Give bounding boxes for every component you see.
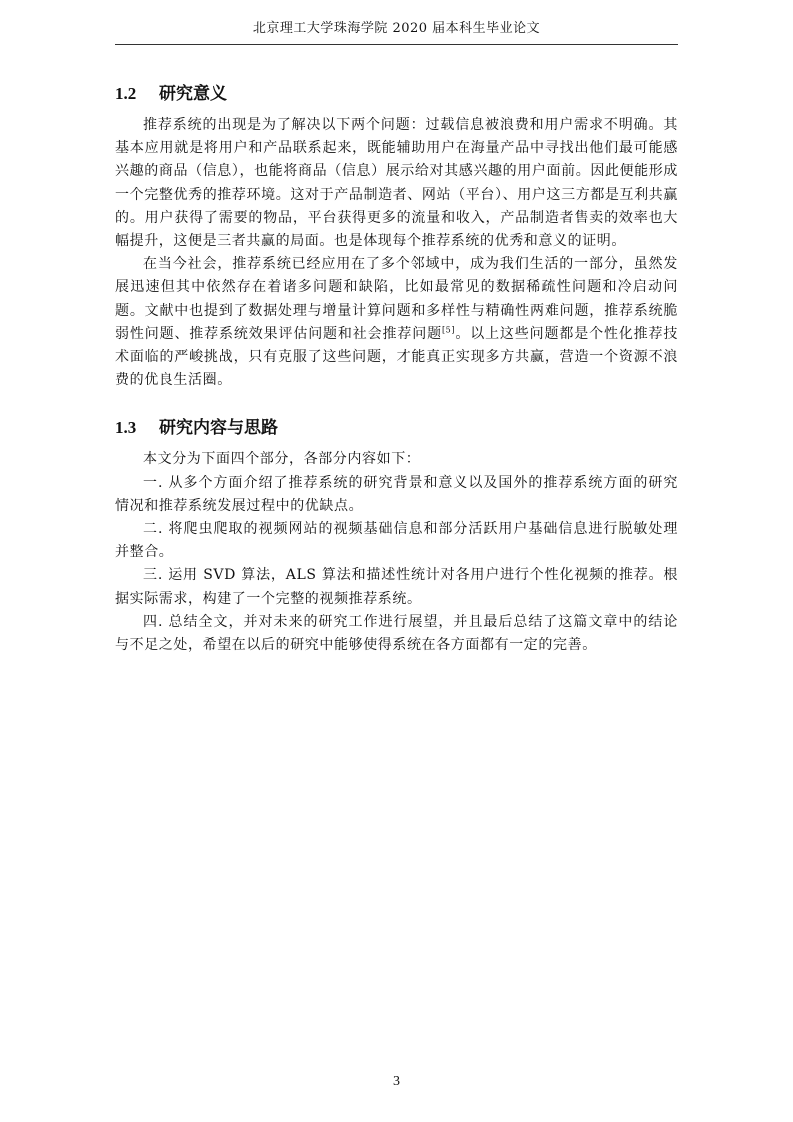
header-rule	[115, 44, 678, 45]
list-item: 二. 将爬虫爬取的视频网站的视频基础信息和部分活跃用户基础信息进行脱敏处理并整合。	[115, 521, 678, 561]
citation-reference: [5]	[441, 325, 456, 335]
page-number: 3	[393, 1074, 400, 1089]
section-number: 1.2	[115, 84, 137, 103]
section-gap	[115, 392, 678, 408]
section-title: 研究内容与思路	[159, 418, 278, 439]
paragraph: 本文分为下面四个部分，各部分内容如下：	[143, 451, 421, 468]
paragraph-text: 。以上这些问题都是个性化推荐技术面临的严峻挑战，只有克服了这些问题，才能真正实现多方共赢，营造一个资源不浪费的优良生活圈。	[115, 325, 679, 389]
section-title: 研究意义	[159, 84, 227, 104]
paragraph-text: 在当今社会，推荐系统已经应用在了多个邻域中，成为我们生活的一部分，虽然发展迅速但其中依然存在着诸多问题和缺陷，比如最常见的数据稀疏性问题和冷启动问题。文献中也提到了数据处理与增量计算问题和多样性与精确性两难问题，推荐系统脆弱性问题、推荐系统效果评估问题和社会推荐问题	[115, 256, 678, 342]
section-heading-1-3	[115, 408, 678, 448]
list-item: 四. 总结全文，并对未来的研究工作进行展望，并且最后总结了这篇文章中的结论与不足之处，希望在以后的研究中能够使得系统在各方面都有一定的完善。	[115, 613, 678, 654]
running-header: 北京理工大学珠海学院 2020 届本科生毕业论文	[252, 21, 541, 36]
section-heading-1-2	[115, 74, 678, 114]
paragraph: 推荐系统的出现是为了解决以下两个问题：过载信息被浪费和用户需求不明确。其基本应用就是将用户和产品联系起来，既能辅助用户在海量产品中寻找出他们最可能感兴趣的商品（信息），也能将商品（信息）展示给对其感兴趣的用户面前。因此便能形成一个完整优秀的推荐环境。这对于产品制造者、网站（平台）、用户这三方都是互利共赢的。用户获得了需要的物品，平台获得更多的流量和收入，产品制造者售卖的效率也大幅提升，这便是三者共赢的局面。也是体现每个推荐系统的优秀和意义的证明。	[115, 117, 678, 250]
paragraph-with-citation	[115, 253, 678, 392]
list-item: 三. 运用 SVD 算法，ALS 算法和描述性统计对各用户进行个性化视频的推荐。根据实际需求，构建了一个完整的视频推荐系统。	[115, 567, 678, 607]
list-item: 一. 从多个方面介绍了推荐系统的研究背景和意义以及国外的推荐系统方面的研究情况和推荐系统发展过程中的优缺点。	[115, 474, 678, 514]
page-content	[115, 74, 678, 657]
section-number: 1.3	[115, 418, 137, 438]
